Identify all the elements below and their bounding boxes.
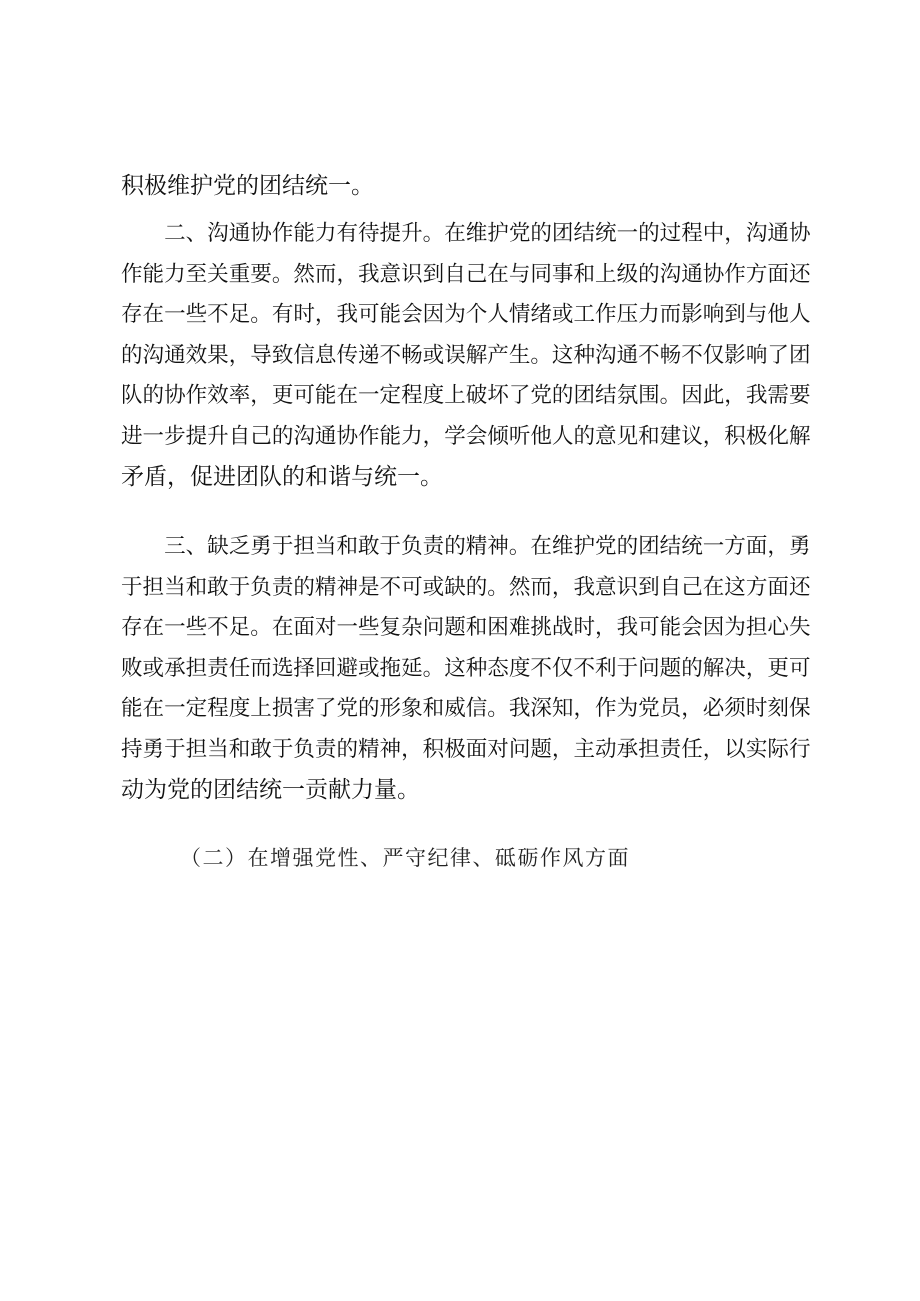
paragraph-line: 积极维护党的团结统一。 [121,173,374,199]
paragraph-line: 于担当和敢于负责的精神是不可或缺的。然而，我意识到自己在这方面还 [121,574,811,600]
paragraph-line: 进一步提升自己的沟通协作能力，学会倾听他人的意见和建议，积极化解 [121,423,811,449]
section-heading: （二）在增强党性、严守纪律、砥砺作风方面 [180,846,630,870]
paragraph-line: 败或承担责任而选择回避或拖延。这种态度不仅不利于问题的解决，更可 [121,655,811,681]
paragraph-line: 动为党的团结统一贡献力量。 [121,777,420,803]
paragraph-line: 二、沟通协作能力有待提升。在维护党的团结统一的过程中，沟通协 [121,221,811,246]
paragraph-line: 三、缺乏勇于担当和敢于负责的精神。在维护党的团结统一方面，勇 [121,534,811,559]
paragraph-line: 存在一些不足。有时，我可能会因为个人情绪或工作压力而影响到与他人 [121,302,811,327]
paragraph-line: 持勇于担当和敢于负责的精神，积极面对问题，主动承担责任，以实际行 [121,736,811,762]
paragraph-line: 能在一定程度上损害了党的形象和威信。我深知，作为党员，必须时刻保 [121,696,811,721]
paragraph-line: 作能力至关重要。然而，我意识到自己在与同事和上级的沟通协作方面还 [121,261,811,287]
paragraph-responsibility [121,527,811,811]
paragraph-communication [121,214,811,498]
paragraph-line: 队的协作效率，更可能在一定程度上破坏了党的团结氛围。因此，我需要 [121,383,811,408]
paragraph-line: 的沟通效果，导致信息传递不畅或误解产生。这种沟通不畅不仅影响了团 [121,342,811,368]
paragraph-line: 存在一些不足。在面对一些复杂问题和困难挑战时，我可能会因为担心失 [121,615,811,640]
paragraph-intro [121,166,811,207]
paragraph-line: 矛盾，促进团队的和谐与统一。 [121,464,443,490]
